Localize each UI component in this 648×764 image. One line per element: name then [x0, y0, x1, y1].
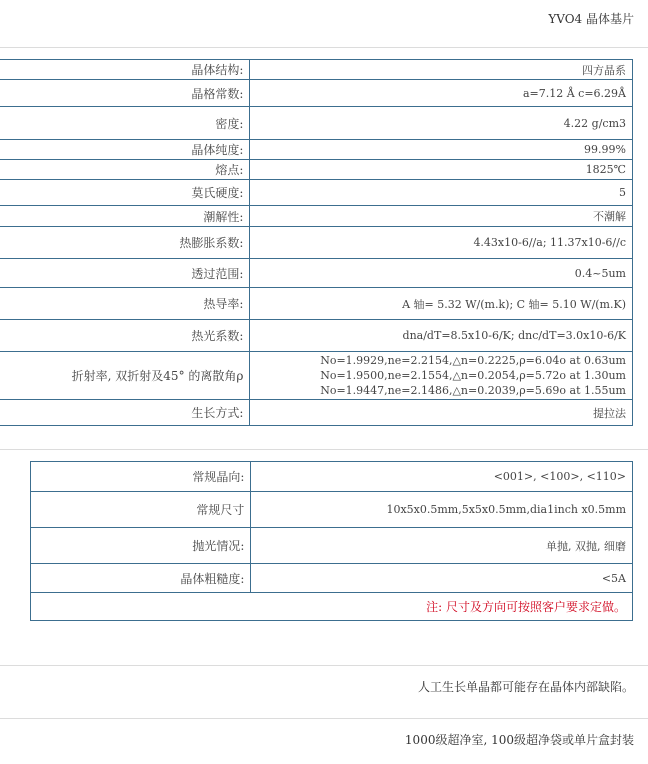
property-value: 1825℃: [250, 160, 633, 180]
property-value-multiline: [250, 352, 633, 400]
table-row: [0, 140, 633, 160]
property-value: dna/dT=8.5x10-6/K; dnc/dT=3.0x10-6/K: [250, 320, 633, 352]
property-label: 晶体结构:: [0, 60, 250, 80]
table-row: [31, 564, 633, 593]
property-label: 潮解性:: [0, 206, 250, 227]
table-row: [31, 528, 633, 564]
table-row: [0, 80, 633, 107]
spec-value: <001>, <100>, <110>: [251, 462, 633, 492]
property-value: A 轴= 5.32 W/(m.k); C 轴= 5.10 W/(m.K): [250, 288, 633, 320]
spec-label: 常规晶向:: [31, 462, 251, 492]
table-row: [31, 462, 633, 492]
refraction-line: No=1.9500,ne=2.1554,△n=0.2054,ρ=5.72o at 1.30um: [320, 369, 626, 382]
property-value: 提拉法: [250, 400, 633, 426]
divider: [0, 718, 648, 719]
property-label: 透过范围:: [0, 259, 250, 288]
refraction-line: No=1.9929,ne=2.2154,△n=0.2225,ρ=6.04o at 0.63um: [320, 354, 626, 367]
spec-label: 常规尺寸: [31, 492, 251, 528]
footer-packaging-note: 1000级超净室, 100级超净袋或单片盒封装: [404, 733, 634, 747]
property-label: 莫氏硬度:: [0, 180, 250, 206]
table-row: [0, 227, 633, 259]
property-value: a=7.12 Å c=6.29Å: [250, 80, 633, 107]
property-value: 5: [250, 180, 633, 206]
divider: [0, 449, 648, 450]
property-value: 4.22 g/cm3: [250, 107, 633, 140]
spec-value: 单抛, 双抛, 细磨: [251, 528, 633, 564]
specs-table: [30, 461, 633, 621]
property-label: 晶体纯度:: [0, 140, 250, 160]
divider: [0, 665, 648, 666]
table-row: [0, 259, 633, 288]
table-row: [0, 288, 633, 320]
property-label: 生长方式:: [0, 400, 250, 426]
table-row: [0, 400, 633, 426]
page-title: YVO4 晶体基片: [548, 12, 634, 26]
spec-value: 10x5x0.5mm,5x5x0.5mm,dia1inch x0.5mm: [251, 492, 633, 528]
property-value: 0.4~5um: [250, 259, 633, 288]
property-label: 密度:: [0, 107, 250, 140]
property-label: 热膨胀系数:: [0, 227, 250, 259]
property-label: 熔点:: [0, 160, 250, 180]
property-label: 热导率:: [0, 288, 250, 320]
property-value: 四方晶系: [250, 60, 633, 80]
spec-label: 晶体粗糙度:: [31, 564, 251, 593]
table-row: [0, 352, 633, 400]
property-value: 4.43x10-6//a; 11.37x10-6//c: [250, 227, 633, 259]
table-row: [31, 492, 633, 528]
table-row: [0, 60, 633, 80]
table-row: [0, 206, 633, 227]
divider: [0, 47, 648, 48]
property-label: 热光系数:: [0, 320, 250, 352]
property-value: 99.99%: [250, 140, 633, 160]
spec-value: <5A: [251, 564, 633, 593]
property-label: 折射率, 双折射及45° 的离散角ρ: [0, 352, 250, 400]
table-row: [31, 593, 633, 621]
refraction-line: No=1.9447,ne=2.1486,△n=0.2039,ρ=5.69o at 1.55um: [320, 384, 626, 397]
property-label: 晶格常数:: [0, 80, 250, 107]
table-row: [0, 320, 633, 352]
custom-note: 注: 尺寸及方向可按照客户要求定做。: [31, 593, 633, 621]
table-row: [0, 107, 633, 140]
property-value: 不潮解: [250, 206, 633, 227]
table-row: [0, 160, 633, 180]
properties-table: [0, 59, 633, 426]
table-row: [0, 180, 633, 206]
spec-label: 抛光情况:: [31, 528, 251, 564]
footer-defect-note: 人工生长单晶都可能存在晶体内部缺陷。: [417, 680, 634, 694]
